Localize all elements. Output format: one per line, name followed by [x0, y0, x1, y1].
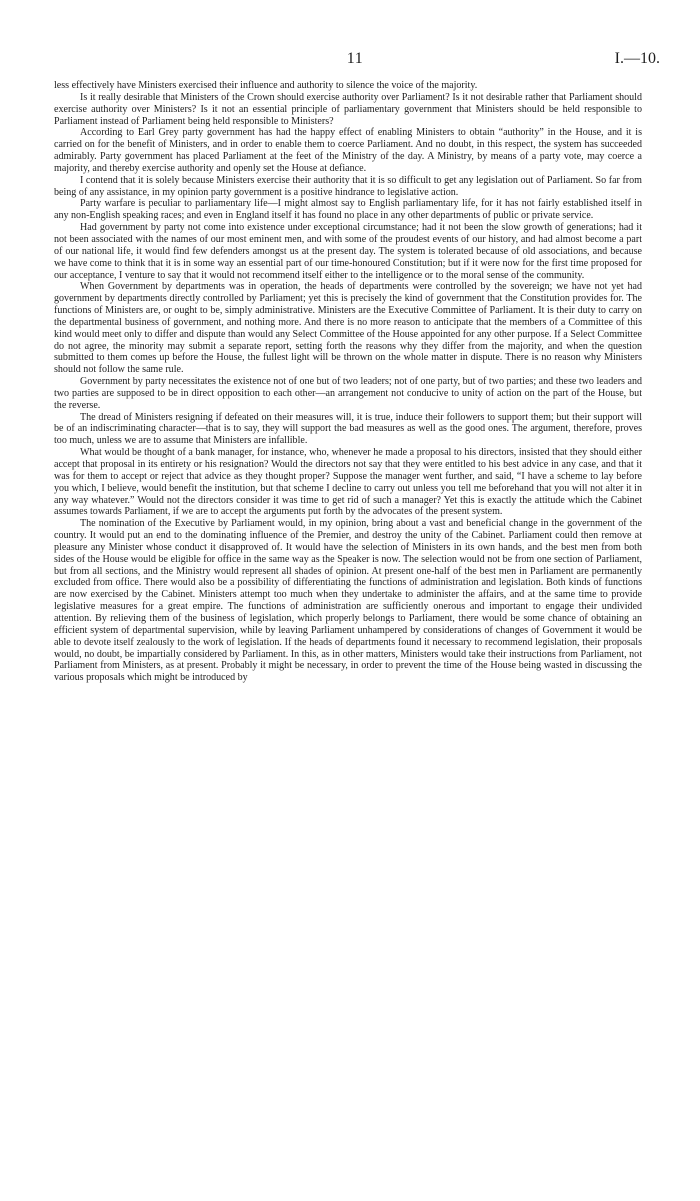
paragraph: When Government by departments was in operation, the heads of departments were controlled by the sovereign; we have not yet had government by departments directly controlled by Parliament; yet this is precisely the kind of government that the Constitution provides for. The functions of Ministers are, or ought to be, simply administrative. Ministers are the Executive Committee of Parliament. It is their duty to carry on the departmental business of government, and nothing more. And there is no more reason to anticipate that the members of a Committee of this kind would meet only to differ and dispute than would any Select Committee of the House appointed for any other purpose. If a Select Committee do not agree, the minority may submit a separate report, setting forth the reasons why they differ from the majority, and when the question submitted to them comes up before the House, the fullest light will be thrown on the whole matter in dispute. There is no reason why Ministers should not follow the same rule. [54, 281, 642, 376]
paragraph: The dread of Ministers resigning if defeated on their measures will, it is true, induce their followers to support them; but their support will be of an indiscriminating character—that is to say, they will support the bad measures as well as the good ones. The argument, therefore, proves too much, unless we are to assume that Ministers are infallible. [54, 411, 642, 447]
document-reference: I.—10. [614, 50, 660, 67]
paragraph: Had government by party not come into existence under exceptional circumstance; had it not been the slow growth of generations; had it not been associated with the names of our most eminent men, and with some of the proudest events of our history, and had almost become a part of our national life, it would find few defenders amongst us at the present day. The system is tolerated because of old associations, and because we have come to think that it is in some way an essential part of our time-honoured Constitution; but if it were now for the first time proposed for our acceptance, I venture to say that it would not recommend itself either to the intelligence or to the moral sense of the community. [54, 222, 642, 281]
paragraph: The nomination of the Executive by Parliament would, in my opinion, bring about a vast and beneficial change in the government of the country. It would put an end to the dominating influence of the Premier, and destroy the unity of the Cabinet. Parliament could then remove at pleasure any Minister whose conduct it disapproved of. It would have the selection of Ministers in its own hands, and the best men from both sides of the House would be eligible for office in the same way as the Speaker is now. The selection would not be from one section of Parliament, but from all sections, and the Ministry would represent all shades of opinion. At present one-half of the best men in Parliament are permanently excluded from office. There would also be a possibility of differentiating the functions of administration and legislation. Both kinds of functions are now exercised by the Cabinet. Ministers attempt too much when they undertake to administer the affairs, and at the same time to provide legislative measures for a great empire. The functions of administration are sufficiently onerous and important to engage their undivided attention. By relieving them of the business of legislation, which properly belongs to Parliament, there would be some chance of obtaining an efficient system of departmental supervision, while by leaving Parliament unhampered by considerations of changes of Government it would be able to devote itself zealously to the work of legislation. If the heads of departments found it necessary to recommend legislation, their proposals would, no doubt, be impartially considered by Parliament. In this, as in other matters, Ministers would take their instructions from Parliament, not Parliament from Ministers, as at present. Probably it might be necessary, in order to prevent the time of the House being wasted in discussing the various proposals which might be introduced by [54, 518, 642, 684]
paragraph: What would be thought of a bank manager, for instance, who, whenever he made a proposal to his directors, insisted that they should either accept that proposal in its entirety or his resignation? Would the directors not say that they were entitled to his best advice in any case, and that it was for them to accept or reject that advice as they thought proper? Suppose the manager went further, and said, “I have a scheme to lay before you which, I believe, would benefit the institution, but that scheme I decline to carry out unless you tell me beforehand that you will not alter it in any way whatever.” Would not the directors consider it was time to get rid of such a manager? Yet this is exactly the attitude which the Cabinet assumes towards Parliament, if we are to accept the arguments put forth by the advocates of the present system. [54, 447, 642, 518]
paragraph: Government by party necessitates the existence not of one but of two leaders; not of one party, but of two parties; and these two leaders and two parties are supposed to be in direct opposition to each other—an arrangement not conducive to unity of action on the part of the House, but the reverse. [54, 376, 642, 411]
paragraph: Is it really desirable that Ministers of the Crown should exercise authority over Parliament? Is it not desirable rather that Parliament should exercise authority over Ministers? Is it not an essential principle of parliamentary government that Ministers should be held responsible to Parliament instead of Parliament being held responsible to Ministers? [54, 91, 642, 127]
paragraph: Party warfare is peculiar to parliamentary life—I might almost say to English parliamentary life, for it has not fairly established itself in any non-English speaking races; and even in England itself it has found no place in any other departments of public or private service. [54, 198, 642, 222]
paragraph: less effectively have Ministers exercised their influence and authority to silence the voice of the majority. [54, 80, 478, 91]
page-header [50, 50, 660, 72]
paragraph: According to Earl Grey party government has had the happy effect of enabling Ministers to obtain “authority” in the House, and it is carried on for the benefit of Ministers, and in order to enable them to coerce Parliament. And no doubt, in this respect, the system has succeeded admirably. Party government has placed Parliament at the feet of the Ministry of the day. A Ministry, by means of a party vote, may coerce a majority, and thereby exercise authority and openly set the House at defiance. [54, 127, 642, 174]
page-number: 11 [346, 50, 364, 67]
body-text [54, 80, 642, 684]
paragraph: I contend that it is solely because Ministers exercise their authority that it is so difficult to get any legislation out of Parliament. So far from being of any assistance, in my opinion party government is a positive hindrance to legislative action. [54, 174, 642, 198]
